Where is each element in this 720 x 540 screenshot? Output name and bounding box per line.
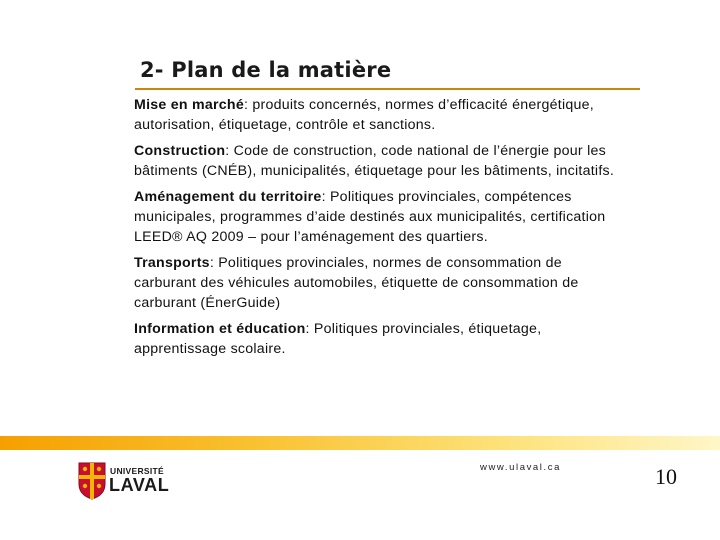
item-term: Aménagement du territoire (134, 189, 322, 205)
logo-line2: LAVAL (109, 475, 170, 495)
list-item (134, 319, 624, 359)
logo-line1: UNIVERSITÉ (110, 466, 165, 476)
slide-title: 2- Plan de la matière (140, 58, 392, 82)
item-text: : Politiques provinciales, normes de consommation de carburant des véhicules automobiles, étiquette de consommation de carburant (ÉnerGuide) (134, 255, 579, 311)
list-item (134, 253, 624, 313)
page-number: 10 (655, 464, 677, 489)
item-term: Construction (134, 143, 226, 159)
item-text: : produits concernés, normes d’efficacité énergétique, autorisation, étiquetage, contrôle et sanctions. (134, 97, 594, 133)
footer-url[interactable]: www.ulaval.ca (480, 462, 561, 473)
slide-content (134, 95, 624, 365)
item-text: : Code de construction, code national de l’énergie pour les bâtiments (CNÉB), municipalités, étiquetage pour les bâtiments, incitatifs. (134, 143, 615, 179)
item-text: : Politiques provinciales, compétences municipales, programmes d’aide destinés aux municipalités, certification LEED® AQ 2009 – pour l’aménagement des quartiers. (134, 189, 606, 245)
list-item (134, 95, 624, 135)
list-item (134, 187, 624, 247)
item-term: Mise en marché (134, 97, 244, 113)
footer-gradient-bar (0, 436, 720, 450)
title-underline (135, 88, 640, 90)
item-term: Information et éducation (134, 321, 306, 337)
university-crest-icon (78, 462, 106, 500)
list-item (134, 141, 624, 181)
item-text: : Politiques provinciales, étiquetage, apprentissage scolaire. (134, 321, 542, 357)
item-term: Transports (134, 255, 210, 271)
university-logo (78, 462, 173, 502)
